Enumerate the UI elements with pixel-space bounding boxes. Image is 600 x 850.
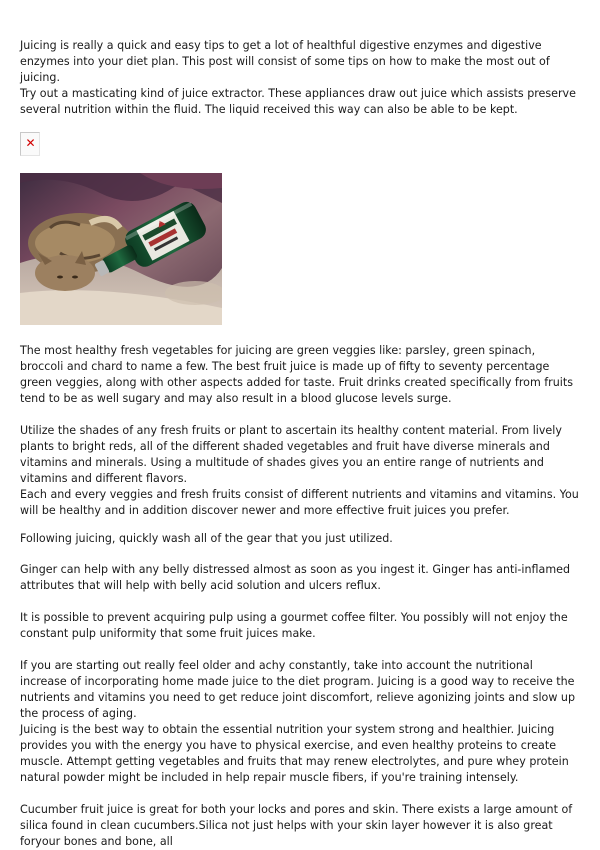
paragraph-wash-gear: Following juicing, quickly wash all of the gear that you just utilized. — [20, 532, 393, 545]
paragraph-nutrients: Each and every veggies and fresh fruits consist of different nutrients and vitamins and vitamins. You will be healthy and in addition discover newer and more effective fruit juices you prefer. — [20, 488, 579, 517]
paragraph-masticating: Try out a masticating kind of juice extractor. These appliances draw out juice which assists preserve several nutrition within the fluid. The liquid received this way can also be able to be kept. — [20, 87, 576, 116]
paragraph-ginger: Ginger can help with any belly distressed almost as soon as you ingest it. Ginger has anti-inflamed attributes that will help with belly acid solution and ulcers reflux. — [20, 563, 571, 592]
broken-image-icon: ✕ — [20, 132, 40, 156]
paragraph-coffee-filter: It is possible to prevent acquiring pulp using a gourmet coffee filter. You possibly will not enjoy the constant pulp uniformity that some fruit juices make. — [20, 611, 568, 640]
paragraph-green-veggies: The most healthy fresh vegetables for juicing are green veggies like: parsley, green spinach, broccoli and chard to name a few. The best fruit juice is made up of fifty to seventy percentage green veggies, along with other aspects added for taste. Fruit drinks created specifically from fruits tend to be as well sugary and may also result in a blood glucose levels surge. — [20, 344, 573, 405]
paragraph-nutrition: Juicing is the best way to obtain the essential nutrition your system strong and healthier. Juicing provides you with the energy you have to physical exercise, and even healthy proteins to create muscle. Attempt getting vegetables and fruits that may renew electrolytes, and pure whey protein natural powder might be included in help repair muscle fibers, if you're training intensely. — [20, 723, 569, 784]
cat-with-bottle-photo — [20, 173, 222, 325]
paragraph-shades: Utilize the shades of any fresh fruits or plant to ascertain its healthy content material. From lively plants to bright reds, all of the different shaded vegetables and fruit have diverse minerals and vitamins and minerals. Using a multitude of shades gives you an entire range of nutrients and vitamins and different flavors. — [20, 424, 562, 485]
paragraph-aging: If you are starting out really feel older and achy constantly, take into account the nutritional increase of incorporating home made juice to the diet program. Juicing is a good way to receive the nutrients and vitamins you need to get reduce joint discomfort, relieve agonizing joints and slow up the process of aging. — [20, 659, 575, 720]
paragraph-cucumber: Cucumber fruit juice is great for both your locks and pores and skin. There exists a large amount of silica found in clean cucumbers.Silica not just helps with your skin layer however it is also great foryour bones and bone, all — [20, 803, 573, 848]
paragraph-intro: Juicing is really a quick and easy tips to get a lot of healthful digestive enzymes and digestive enzymes into your diet plan. This post will consist of some tips on how to make the most out of juicing. — [20, 39, 550, 84]
